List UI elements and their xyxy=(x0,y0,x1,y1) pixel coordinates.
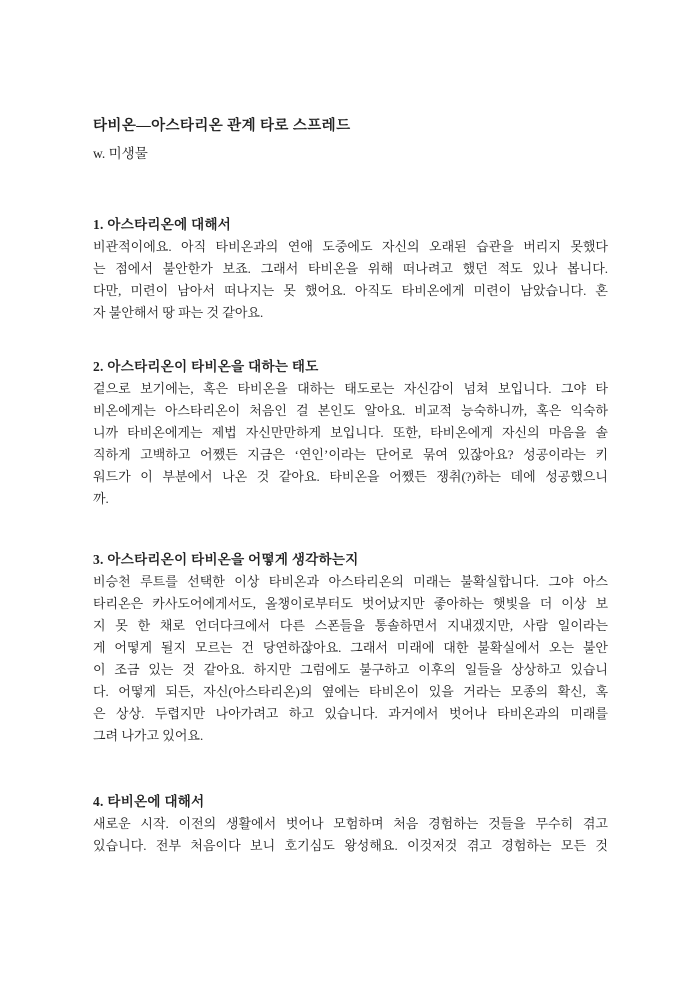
section-heading: 2. 아스타리온이 타비온을 대하는 태도 xyxy=(93,359,319,374)
paragraph-line: 비온에게는 아스타리온이 처음인 걸 본인도 알아요. 비교적 능숙하니까, 혹은 익숙하 xyxy=(93,403,608,418)
document-section xyxy=(93,791,608,857)
paragraph-line: 비승천 루트를 선택한 이상 타비온과 아스타리온의 미래는 불확실합니다. 그야 아스 xyxy=(93,574,608,589)
paragraph-line: 니까 타비온에게는 제법 자신만만하게 보입니다. 또한, 타비온에게 자신의 마음을 솔 xyxy=(93,425,608,440)
paragraph-line: 있습니다. 전부 처음이다 보니 호기심도 왕성해요. 이것저것 겪고 경험하는 모든 것 xyxy=(93,838,608,853)
paragraph-line: 이 조금 있는 것 같아요. 하지만 그럼에도 불구하고 이후의 일들을 상상하고 있습니 xyxy=(93,662,608,677)
paragraph-line: 그려 나가고 있어요. xyxy=(93,728,204,743)
paragraph-line: 게 어떻게 될지 모르는 건 당연하잖아요. 그래서 미래에 대한 불확실에서 오는 불안 xyxy=(93,640,608,655)
paragraph-line: 지 못 한 채로 언더다크에서 다른 스폰들을 통솔하면서 지내겠지만, 사람 일이라는 xyxy=(93,618,608,633)
document-sections xyxy=(93,214,608,857)
section-heading: 4. 타비온에 대해서 xyxy=(93,794,205,809)
paragraph-line: 다. 어떻게 되든, 자신(아스타리온)의 옆에는 타비온이 있을 거라는 모종의 확신, 혹 xyxy=(93,684,608,699)
document-title: 타비온—아스타리온 관계 타로 스프레드 xyxy=(93,118,351,134)
document-section xyxy=(93,356,608,510)
document-byline: w. 미생물 xyxy=(93,146,148,161)
paragraph-line: 다만, 미련이 남아서 떠나지는 못 했어요. 아직도 타비온에게 미련이 남았습니다. 혼 xyxy=(93,283,608,298)
document-content xyxy=(93,113,608,857)
paragraph-line: 새로운 시작. 이전의 생활에서 벗어나 모험하며 처음 경험하는 것들을 무수히 겪고 xyxy=(93,816,608,831)
paragraph-line: 겉으로 보기에는, 혹은 타비온을 대하는 태도로는 자신감이 넘쳐 보입니다. 그야 타 xyxy=(93,381,608,396)
section-heading: 3. 아스타리온이 타비온을 어떻게 생각하는지 xyxy=(93,552,359,567)
document-section xyxy=(93,214,608,324)
paragraph-line: 자 불안해서 땅 파는 것 같아요. xyxy=(93,305,264,320)
paragraph-line: 직하게 고백하고 어쨌든 지금은 ‘연인’이라는 단어로 묶여 있잖아요? 성공이라는 키 xyxy=(93,447,608,462)
paragraph-line: 워드가 이 부분에서 나온 것 같아요. 타비온을 어쨌든 쟁취(?)하는 데에 성공했으니 xyxy=(93,469,608,484)
paragraph-line: 까. xyxy=(93,491,109,506)
paragraph-line: 는 점에서 불안한가 보죠. 그래서 타비온을 위해 떠나려고 했던 적도 있나 봅니다. xyxy=(93,261,608,276)
paragraph-line: 은 상상. 두렵지만 나아가려고 하고 있습니다. 과거에서 벗어나 타비온과의 미래를 xyxy=(93,706,608,721)
document-section xyxy=(93,549,608,747)
paragraph-line: 비관적이에요. 아직 타비온과의 연애 도중에도 자신의 오래된 습관을 버리지 못했다 xyxy=(93,239,608,254)
section-heading: 1. 아스타리온에 대해서 xyxy=(93,217,232,232)
paragraph-line: 타리온은 카사도어에게서도, 올챙이로부터도 벗어났지만 좋아하는 햇빛을 더 이상 보 xyxy=(93,596,608,611)
